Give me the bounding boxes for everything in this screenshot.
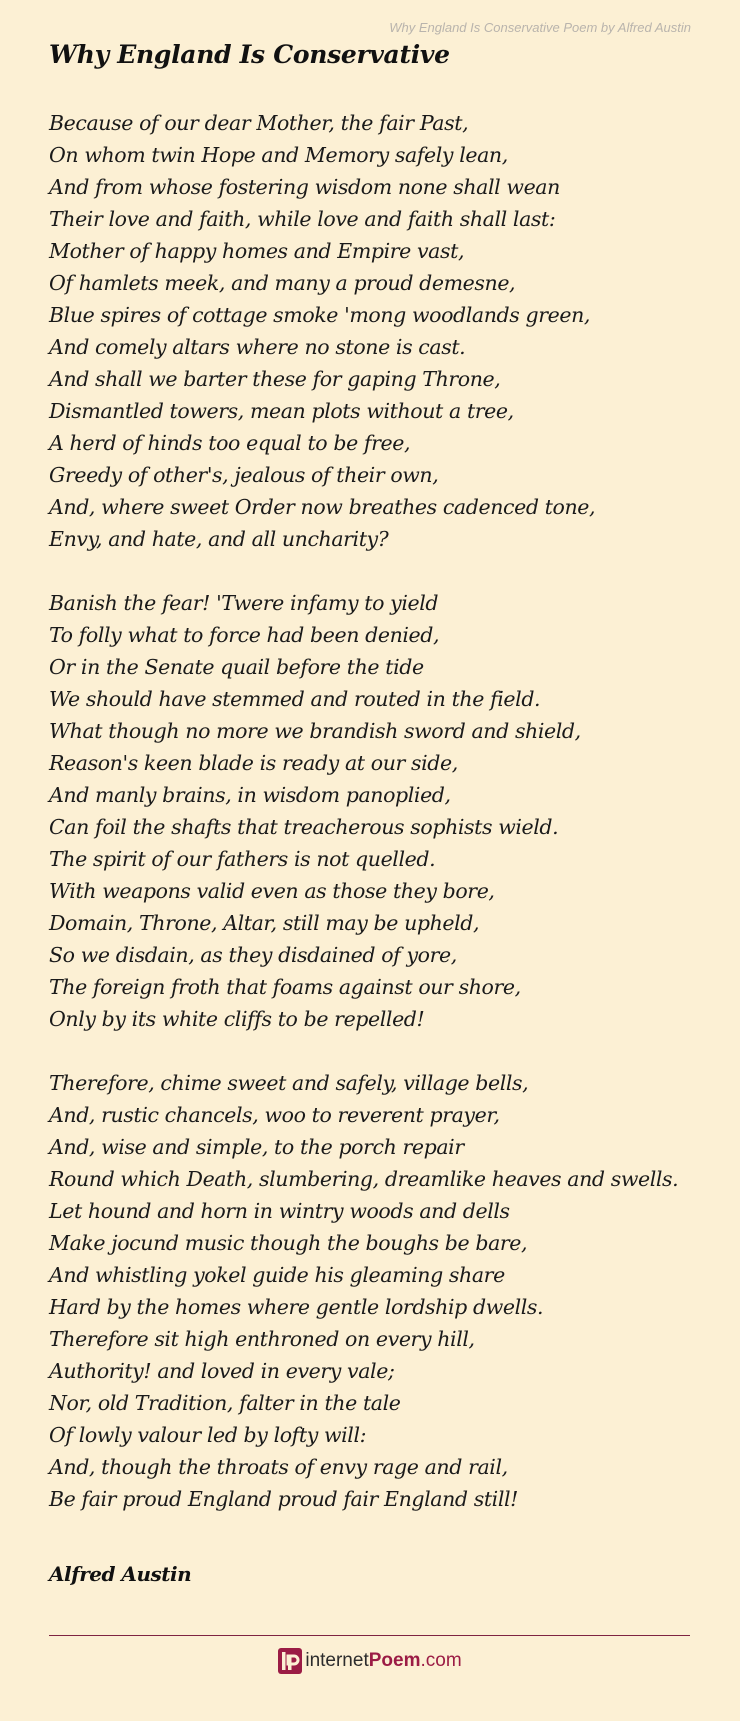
poem-line: Hard by the homes where gentle lordship dwells. (49, 1295, 544, 1319)
logo-prefix: internet (305, 1650, 369, 1671)
poem-line: Because of our dear Mother, the fair Past, (49, 111, 469, 135)
poem-line: And comely altars where no stone is cast. (49, 335, 466, 359)
poem-author: Alfred Austin (49, 1562, 192, 1586)
poem-line: With weapons valid even as those they bore, (49, 879, 495, 903)
poem-line: Domain, Throne, Altar, still may be upheld, (49, 911, 480, 935)
poem-line: And shall we barter these for gaping Throne, (49, 367, 501, 391)
poem-body (49, 107, 709, 1547)
stanza-2 (49, 587, 709, 1035)
poem-line: Nor, old Tradition, falter in the tale (49, 1391, 401, 1415)
poem-line: Let hound and horn in wintry woods and dells (49, 1199, 510, 1223)
footer-divider (49, 1635, 690, 1636)
poem-line: Therefore sit high enthroned on every hill, (49, 1327, 475, 1351)
poem-line: Envy, and hate, and all uncharity? (49, 527, 389, 551)
poem-line: And, where sweet Order now breathes cadenced tone, (49, 495, 596, 519)
poem-line: On whom twin Hope and Memory safely lean, (49, 143, 508, 167)
poem-line: Dismantled towers, mean plots without a tree, (49, 399, 514, 423)
poem-line: So we disdain, as they disdained of yore, (49, 943, 457, 967)
poem-line: Only by its white cliffs to be repelled! (49, 1007, 425, 1031)
poem-line: And, rustic chancels, woo to reverent prayer, (49, 1103, 500, 1127)
poem-line: Make jocund music though the boughs be bare, (49, 1231, 528, 1255)
watermark-caption: Why England Is Conservative Poem by Alfred Austin (389, 20, 691, 35)
poem-line: Can foil the shafts that treacherous sophists wield. (49, 815, 559, 839)
poem-line: Banish the fear! 'Twere infamy to yield (49, 591, 439, 615)
poem-line: We should have stemmed and routed in the field. (49, 687, 541, 711)
poem-line: And from whose fostering wisdom none shall wean (49, 175, 560, 199)
poem-line: Reason's keen blade is ready at our side, (49, 751, 458, 775)
poem-line: Authority! and loved in every vale; (49, 1359, 395, 1383)
poem-line: Be fair proud England proud fair England still! (49, 1487, 518, 1511)
poem-line: A herd of hinds too equal to be free, (49, 431, 411, 455)
poem-line: And, though the throats of envy rage and rail, (49, 1455, 508, 1479)
poem-line: Greedy of other's, jealous of their own, (49, 463, 439, 487)
stanza-1 (49, 107, 709, 555)
logo-suffix: .com (420, 1650, 462, 1671)
logo-main: Poem (368, 1650, 421, 1671)
poem-line: Mother of happy homes and Empire vast, (49, 239, 465, 263)
poem-line: What though no more we brandish sword and shield, (49, 719, 581, 743)
poem-line: The spirit of our fathers is not quelled. (49, 847, 436, 871)
poem-line: Blue spires of cottage smoke 'mong woodlands green, (49, 303, 591, 327)
poem-line: Or in the Senate quail before the tide (49, 655, 424, 679)
poem-line: Of lowly valour led by lofty will: (49, 1423, 367, 1447)
poem-line: And, wise and simple, to the porch repair (49, 1135, 464, 1159)
site-logo-link[interactable] (0, 1646, 740, 1676)
poem-title: Why England Is Conservative (49, 40, 450, 69)
poem-line: And whistling yokel guide his gleaming share (49, 1263, 505, 1287)
stanza-3 (49, 1067, 709, 1515)
poem-line: To folly what to force had been denied, (49, 623, 440, 647)
poem-line: The foreign froth that foams against our shore, (49, 975, 521, 999)
internetpoem-logo-icon (278, 1648, 302, 1674)
poem-line: Round which Death, slumbering, dreamlike heaves and swells. (49, 1167, 679, 1191)
poem-line: Of hamlets meek, and many a proud demesne, (49, 271, 516, 295)
poem-line: Their love and faith, while love and faith shall last: (49, 207, 556, 231)
poem-line: Therefore, chime sweet and safely, village bells, (49, 1071, 529, 1095)
poem-line: And manly brains, in wisdom panoplied, (49, 783, 451, 807)
site-logo-text (305, 1646, 461, 1676)
